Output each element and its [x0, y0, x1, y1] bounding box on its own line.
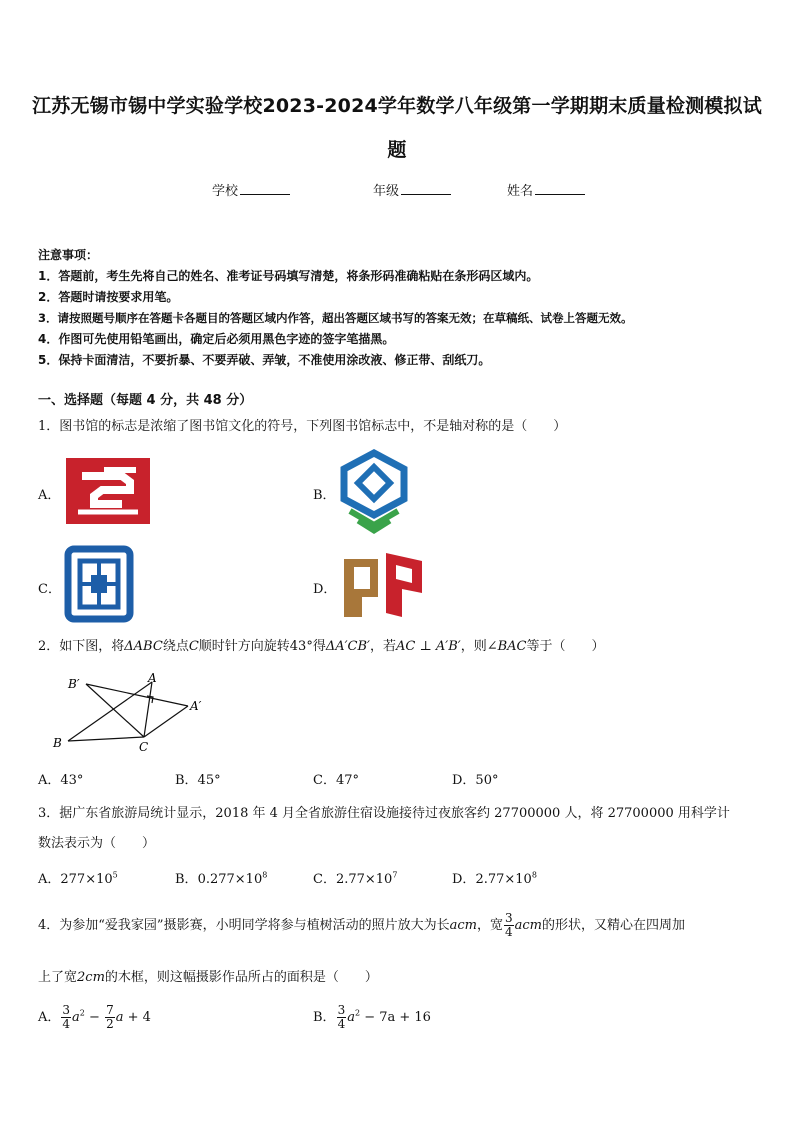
- notice-item: 1．答题前，考生先将自己的姓名、准考证号码填写清楚，将条形码准确粘贴在条形码区域内。: [38, 269, 539, 283]
- title-line-2: 题: [387, 139, 407, 161]
- exam-title: [30, 84, 764, 172]
- option-exponent: 8: [531, 870, 537, 880]
- q2-text: 2．如下图，将: [38, 639, 125, 654]
- q2-text: 顺时针方向旋转43°得: [198, 639, 326, 654]
- option-label: C．: [313, 872, 336, 887]
- q2-option-b[interactable]: B．45°: [175, 773, 221, 788]
- q4-math: acm: [449, 918, 477, 933]
- notice-item: 4．作图可先使用铅笔画出，确定后必须用黑色字迹的签字笔描黑。: [38, 332, 395, 346]
- q1-option-d-label: D．: [313, 582, 337, 597]
- q3-option-c[interactable]: [313, 868, 397, 887]
- q2-math: ΔA′CB′: [325, 639, 371, 654]
- option-value: 0.277×10: [197, 872, 263, 887]
- fraction-denominator: 4: [504, 925, 513, 939]
- q4-math: 2cm: [77, 970, 105, 985]
- label-b-prime: B′: [68, 677, 80, 691]
- label-a: A: [148, 671, 157, 685]
- option-label: A．: [38, 1010, 61, 1025]
- math-var: a: [72, 1010, 80, 1025]
- question-1-stem: 1．图书馆的标志是浓缩了图书馆文化的符号，下列图书馆标志中，不是轴对称的是（ ）: [38, 419, 567, 434]
- q2-option-a[interactable]: A．43°: [38, 773, 84, 788]
- fraction-numerator: 7: [106, 1003, 114, 1017]
- option-label: B．: [313, 1010, 336, 1025]
- q2-text: ，若: [370, 639, 397, 654]
- q4-text: 上了宽: [38, 970, 78, 985]
- q4-text: 的木框，则这幅摄影作品所占的面积是（ ）: [104, 970, 378, 985]
- q2-math: C: [188, 639, 199, 654]
- math-op: −: [84, 1010, 105, 1025]
- q1-option-c-label: C．: [38, 582, 61, 597]
- fraction-denominator: 4: [62, 1017, 71, 1031]
- q4-text: ，宽: [476, 918, 503, 933]
- q3-option-b[interactable]: [175, 868, 267, 887]
- question-4-stem-line-1: [38, 912, 685, 939]
- q4-text: 4．为参加“爱我家园”摄影赛，小明同学将参与植树活动的照片放大为长: [38, 918, 450, 933]
- question-2-stem: [38, 635, 605, 654]
- q1-option-a-label: A．: [38, 488, 61, 503]
- q2-text: 等于（ ）: [526, 639, 605, 654]
- q2-text: 绕点: [162, 639, 189, 654]
- q4-math: acm: [514, 918, 542, 933]
- option-value: 277×10: [60, 872, 113, 887]
- q2-math: ∠BAC: [486, 639, 527, 654]
- fraction-denominator: 2: [106, 1017, 114, 1031]
- option-value: 2.77×10: [335, 872, 393, 887]
- grade-label: 年级: [373, 184, 400, 199]
- rotation-triangle-figure: [48, 668, 210, 758]
- library-logo-a[interactable]: [64, 456, 152, 526]
- fraction: [61, 1004, 71, 1031]
- grade-blank[interactable]: [401, 182, 451, 195]
- fraction-numerator: 3: [62, 1003, 71, 1017]
- option-label: D．: [452, 872, 476, 887]
- math-rest: − 7a + 16: [360, 1010, 431, 1025]
- math-var: a: [115, 1010, 124, 1025]
- notice-heading: 注意事项：: [38, 248, 99, 262]
- option-value: 2.77×10: [475, 872, 532, 887]
- q3-option-d[interactable]: [452, 868, 537, 887]
- math-exp: 2: [354, 1008, 361, 1018]
- fraction: [105, 1004, 115, 1031]
- q2-text: ，则: [460, 639, 487, 654]
- q4-text: 的形状，又精心在四周加: [541, 918, 685, 933]
- grade-field: [373, 180, 451, 199]
- label-c: C: [139, 740, 149, 754]
- title-line-1: 江苏无锡市锡中学实验学校2023-2024学年数学八年级第一学期期末质量检测模拟试: [32, 95, 762, 117]
- option-exponent: 5: [112, 870, 118, 880]
- option-label: A．: [38, 872, 61, 887]
- name-blank[interactable]: [535, 182, 585, 195]
- label-a-prime: A′: [190, 699, 202, 713]
- q3-option-a[interactable]: [38, 868, 118, 887]
- school-field: [212, 180, 290, 199]
- math-rest: + 4: [123, 1010, 151, 1025]
- option-label: B．: [175, 872, 198, 887]
- q2-option-c[interactable]: C．47°: [313, 773, 359, 788]
- fraction-numerator: 3: [504, 911, 513, 925]
- question-4-stem-line-2: [38, 966, 378, 985]
- fraction-denominator: 4: [337, 1017, 346, 1031]
- name-field: [507, 180, 585, 199]
- library-logo-d[interactable]: [338, 549, 428, 621]
- option-exponent: 7: [392, 870, 398, 880]
- library-logo-c[interactable]: [64, 545, 134, 623]
- notice-item: 5．保持卡面清洁，不要折暴、不要弄破、弄皱，不准使用涂改液、修正带、刮纸刀。: [38, 353, 491, 367]
- q4-option-b[interactable]: [313, 1004, 431, 1031]
- q2-option-d[interactable]: D．50°: [452, 773, 499, 788]
- notice-item: 3．请按照题号顺序在答题卡各题目的答题区域内作答，超出答题区域书写的答案无效；在草稿纸、试卷上答题无效。: [38, 311, 633, 325]
- question-3-stem-line-2: 数法表示为（ ）: [38, 836, 156, 851]
- notice-block: [38, 245, 768, 371]
- school-blank[interactable]: [240, 182, 290, 195]
- q2-math: AC ⊥ A′B′: [396, 639, 461, 654]
- label-b: B: [53, 736, 62, 750]
- fraction-3-4: [504, 912, 514, 939]
- q2-math: ΔABC: [124, 639, 163, 654]
- q1-option-b-label: B．: [313, 488, 336, 503]
- option-exponent: 8: [262, 870, 268, 880]
- q4-option-a[interactable]: [38, 1004, 151, 1031]
- math-var: a: [347, 1010, 355, 1025]
- notice-item: 2．答题时请按要求用笔。: [38, 290, 179, 304]
- fraction-numerator: 3: [337, 1003, 346, 1017]
- question-3-stem-line-1: 3．据广东省旅游局统计显示，2018 年 4 月全省旅游住宿设施接待过夜旅客约 27700000 人，将 27700000 用科学计: [38, 806, 730, 821]
- section-heading: 一、选择题（每题 4 分，共 48 分）: [38, 393, 253, 408]
- name-label: 姓名: [507, 184, 534, 199]
- fraction: [337, 1004, 347, 1031]
- school-label: 学校: [212, 184, 239, 199]
- library-logo-b[interactable]: [338, 449, 410, 535]
- math-exp: 2: [79, 1008, 85, 1018]
